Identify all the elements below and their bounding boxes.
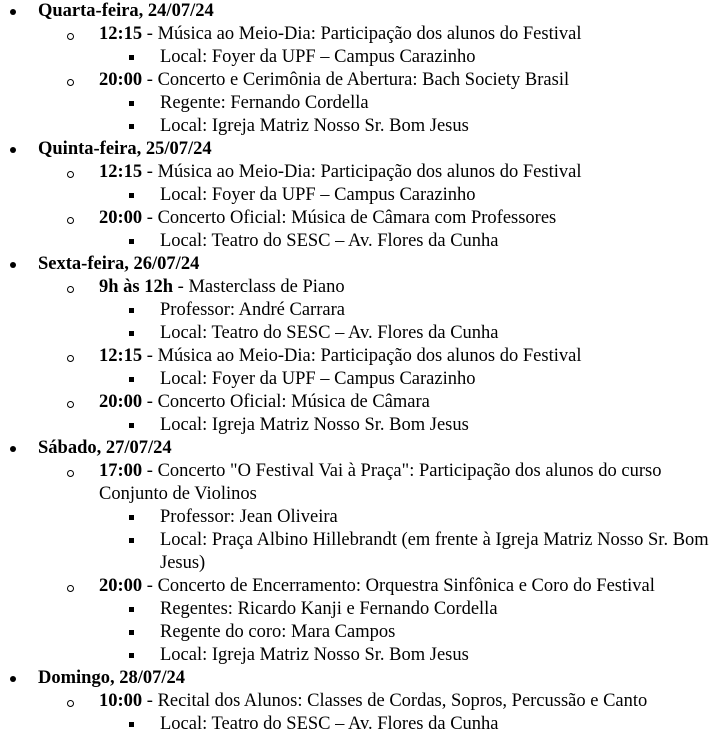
event-detail: [0, 322, 721, 345]
event-item: [0, 69, 721, 92]
day-heading: [0, 0, 721, 23]
event-time: 12:15: [99, 162, 143, 182]
event-detail: [0, 506, 721, 529]
event-time: 20:00: [99, 70, 143, 90]
circle-bullet-icon: [67, 79, 74, 86]
event-detail: [0, 529, 712, 575]
event-description: Música ao Meio-Dia: Participação dos alunos do Festival: [157, 162, 582, 182]
event-separator: -: [142, 576, 158, 596]
event-detail: [0, 713, 721, 736]
disc-bullet-icon: [10, 147, 16, 153]
event-description: Música ao Meio-Dia: Participação dos alunos do Festival: [157, 346, 582, 366]
event-detail: [0, 368, 721, 391]
day-title: Quinta-feira, 25/07/24: [38, 139, 212, 159]
day-title: Domingo, 28/07/24: [38, 668, 185, 688]
square-bullet-icon: [129, 423, 134, 428]
square-bullet-icon: [129, 124, 134, 129]
event-separator: -: [142, 24, 158, 44]
detail-text: Professor: Jean Oliveira: [160, 507, 338, 527]
event-item: [0, 690, 721, 713]
square-bullet-icon: [129, 101, 134, 106]
square-bullet-icon: [129, 722, 134, 727]
event-item: [0, 391, 721, 414]
event-detail: [0, 230, 721, 253]
event-description: Recital dos Alunos: Classes de Cordas, Sopros, Percussão e Canto: [157, 691, 648, 711]
event-time: 20:00: [99, 576, 143, 596]
detail-text: Regente do coro: Mara Campos: [160, 622, 396, 642]
event-description: Concerto Oficial: Música de Câmara com Professores: [157, 208, 557, 228]
event-description: Concerto Oficial: Música de Câmara: [157, 392, 430, 412]
square-bullet-icon: [129, 538, 134, 543]
event-description: Concerto "O Festival Vai à Praça": Participação dos alunos do curso Conjunto de Violinos: [99, 461, 662, 504]
event-separator: -: [173, 277, 189, 297]
circle-bullet-icon: [67, 171, 74, 178]
event-detail: [0, 414, 721, 437]
detail-text: Local: Teatro do SESC – Av. Flores da Cunha: [160, 231, 499, 251]
event-item: [0, 345, 721, 368]
detail-text: Regentes: Ricardo Kanji e Fernando Cordella: [160, 599, 498, 619]
square-bullet-icon: [129, 55, 134, 60]
event-time: 12:15: [99, 346, 143, 366]
circle-bullet-icon: [67, 470, 74, 477]
event-time: 10:00: [99, 691, 143, 711]
detail-text: Professor: André Carrara: [160, 300, 345, 320]
event-detail: [0, 299, 721, 322]
event-description: Concerto e Cerimônia de Abertura: Bach Society Brasil: [157, 70, 570, 90]
event-separator: -: [142, 392, 158, 412]
detail-text: Local: Igreja Matriz Nosso Sr. Bom Jesus: [160, 116, 469, 136]
event-time: 20:00: [99, 392, 143, 412]
event-item: [0, 276, 721, 299]
day-heading: [0, 437, 721, 460]
detail-text: Local: Foyer da UPF – Campus Carazinho: [160, 369, 476, 389]
circle-bullet-icon: [67, 585, 74, 592]
detail-text: Regente: Fernando Cordella: [160, 93, 369, 113]
square-bullet-icon: [129, 331, 134, 336]
event-detail: [0, 92, 721, 115]
event-detail: [0, 644, 721, 667]
detail-text: Local: Foyer da UPF – Campus Carazinho: [160, 185, 476, 205]
disc-bullet-icon: [10, 676, 16, 682]
circle-bullet-icon: [67, 700, 74, 707]
square-bullet-icon: [129, 515, 134, 520]
detail-text: Local: Teatro do SESC – Av. Flores da Cunha: [160, 714, 499, 734]
circle-bullet-icon: [67, 217, 74, 224]
event-time: 9h às 12h: [99, 277, 174, 297]
event-detail: [0, 621, 721, 644]
event-time: 12:15: [99, 24, 143, 44]
detail-text: Local: Praça Albino Hillebrandt (em frente à Igreja Matriz Nosso Sr. Bom Jesus): [160, 530, 709, 573]
detail-text: Local: Igreja Matriz Nosso Sr. Bom Jesus: [160, 645, 469, 665]
event-separator: -: [142, 461, 158, 481]
event-item: [0, 23, 721, 46]
square-bullet-icon: [129, 377, 134, 382]
disc-bullet-icon: [10, 446, 16, 452]
circle-bullet-icon: [67, 286, 74, 293]
circle-bullet-icon: [67, 401, 74, 408]
event-detail: [0, 184, 721, 207]
square-bullet-icon: [129, 630, 134, 635]
event-item: [0, 575, 721, 598]
event-detail: [0, 46, 721, 69]
day-heading: [0, 138, 721, 161]
event-separator: -: [142, 208, 158, 228]
event-item: [0, 460, 711, 506]
circle-bullet-icon: [67, 355, 74, 362]
event-time: 17:00: [99, 461, 143, 481]
event-description: Concerto de Encerramento: Orquestra Sinfônica e Coro do Festival: [157, 576, 655, 596]
event-item: [0, 207, 721, 230]
event-time: 20:00: [99, 208, 143, 228]
day-title: Sábado, 27/07/24: [38, 438, 172, 458]
circle-bullet-icon: [67, 33, 74, 40]
event-description: Masterclass de Piano: [188, 277, 345, 297]
day-title: Quarta-feira, 24/07/24: [38, 1, 214, 21]
day-heading: [0, 667, 721, 690]
detail-text: Local: Teatro do SESC – Av. Flores da Cunha: [160, 323, 499, 343]
event-item: [0, 161, 721, 184]
event-separator: -: [142, 691, 158, 711]
event-description: Música ao Meio-Dia: Participação dos alunos do Festival: [157, 24, 582, 44]
square-bullet-icon: [129, 308, 134, 313]
square-bullet-icon: [129, 607, 134, 612]
event-detail: [0, 115, 721, 138]
event-separator: -: [142, 162, 158, 182]
square-bullet-icon: [129, 193, 134, 198]
day-title: Sexta-feira, 26/07/24: [38, 254, 200, 274]
event-separator: -: [142, 346, 158, 366]
event-detail: [0, 598, 721, 621]
detail-text: Local: Foyer da UPF – Campus Carazinho: [160, 47, 476, 67]
disc-bullet-icon: [10, 262, 16, 268]
square-bullet-icon: [129, 653, 134, 658]
day-heading: [0, 253, 721, 276]
event-separator: -: [142, 70, 158, 90]
detail-text: Local: Igreja Matriz Nosso Sr. Bom Jesus: [160, 415, 469, 435]
disc-bullet-icon: [10, 9, 16, 15]
square-bullet-icon: [129, 239, 134, 244]
